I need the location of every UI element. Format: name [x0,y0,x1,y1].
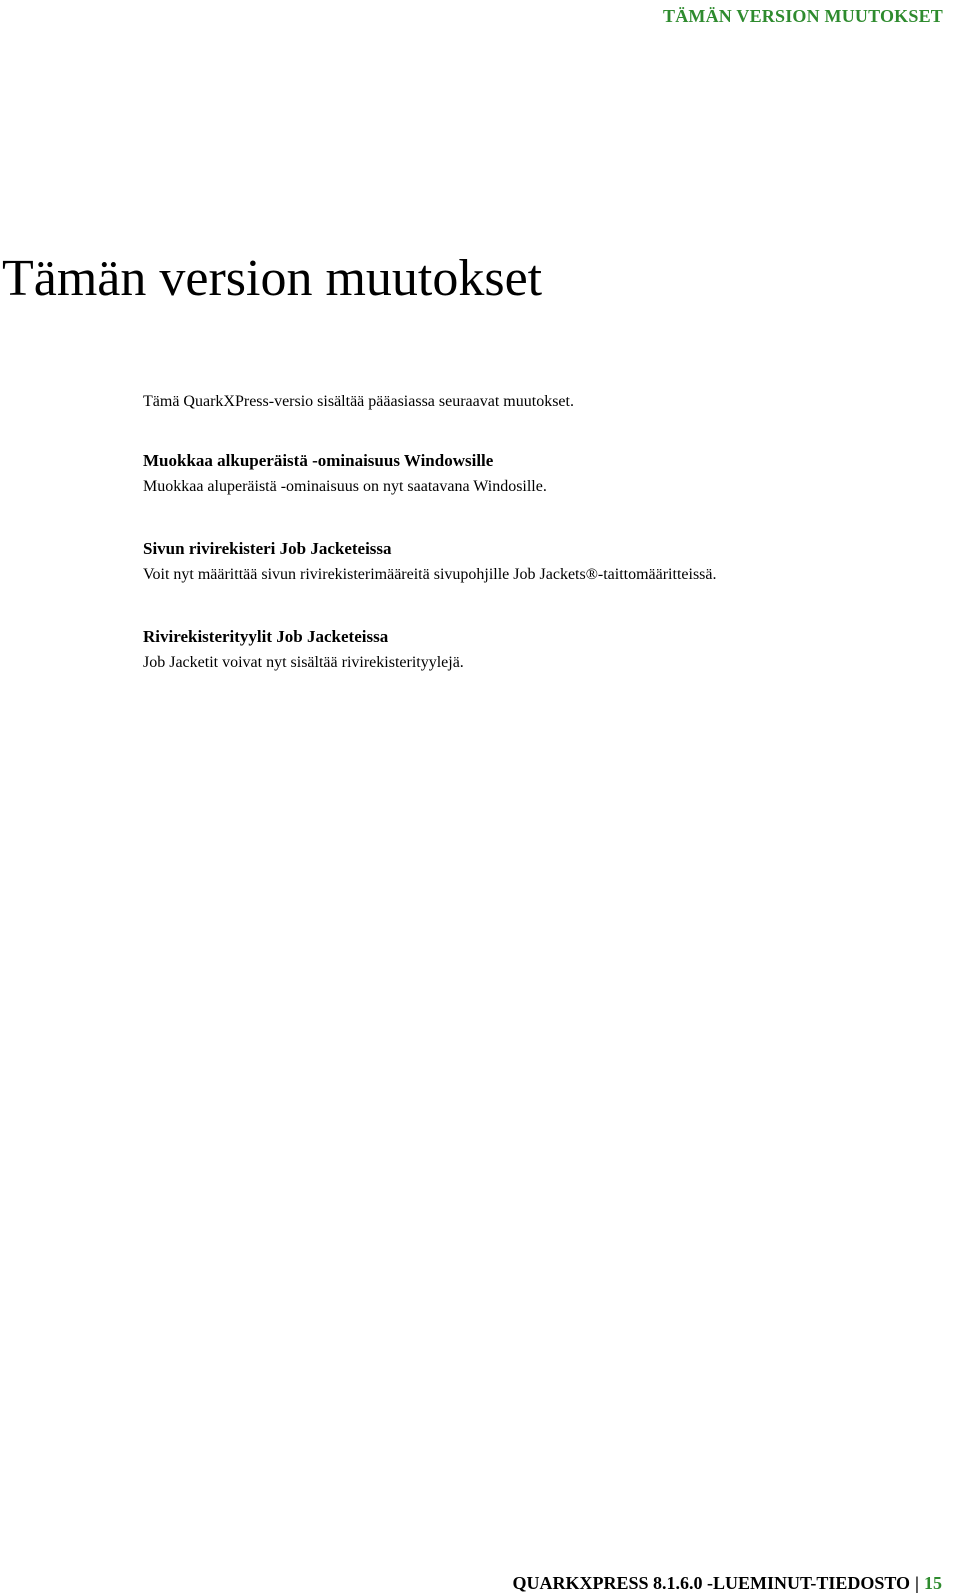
section-body: Muokkaa aluperäistä -ominaisuus on nyt saatavana Windosille. [143,478,547,495]
section-page-baseline-grid [143,538,943,585]
section-edit-original [143,450,943,497]
footer-document-title: QUARKXPRESS 8.1.6.0 -LUEMINUT-TIEDOSTO [512,1573,911,1593]
footer-separator: | [915,1573,919,1593]
section-heading: Sivun rivirekisteri Job Jacketeissa [143,539,392,558]
page-footer [512,1573,942,1594]
section-heading: Muokkaa alkuperäistä -ominaisuus Windowsille [143,451,494,470]
page-title: Tämän version muutokset [2,250,543,307]
page-number: 15 [924,1573,942,1593]
section-baseline-grid-styles [143,626,943,673]
running-header: TÄMÄN VERSION MUUTOKSET [663,6,943,26]
section-body: Job Jacketit voivat nyt sisältää rivirekisterityylejä. [143,654,464,671]
main-content [143,392,943,714]
intro-paragraph: Tämä QuarkXPress-versio sisältää pääasiassa seuraavat muutokset. [143,393,574,410]
section-heading: Rivirekisterityylit Job Jacketeissa [143,627,389,646]
section-body: Voit nyt määrittää sivun rivirekisterimääreitä sivupohjille Job Jackets®-taittomääritteissä. [143,566,717,583]
